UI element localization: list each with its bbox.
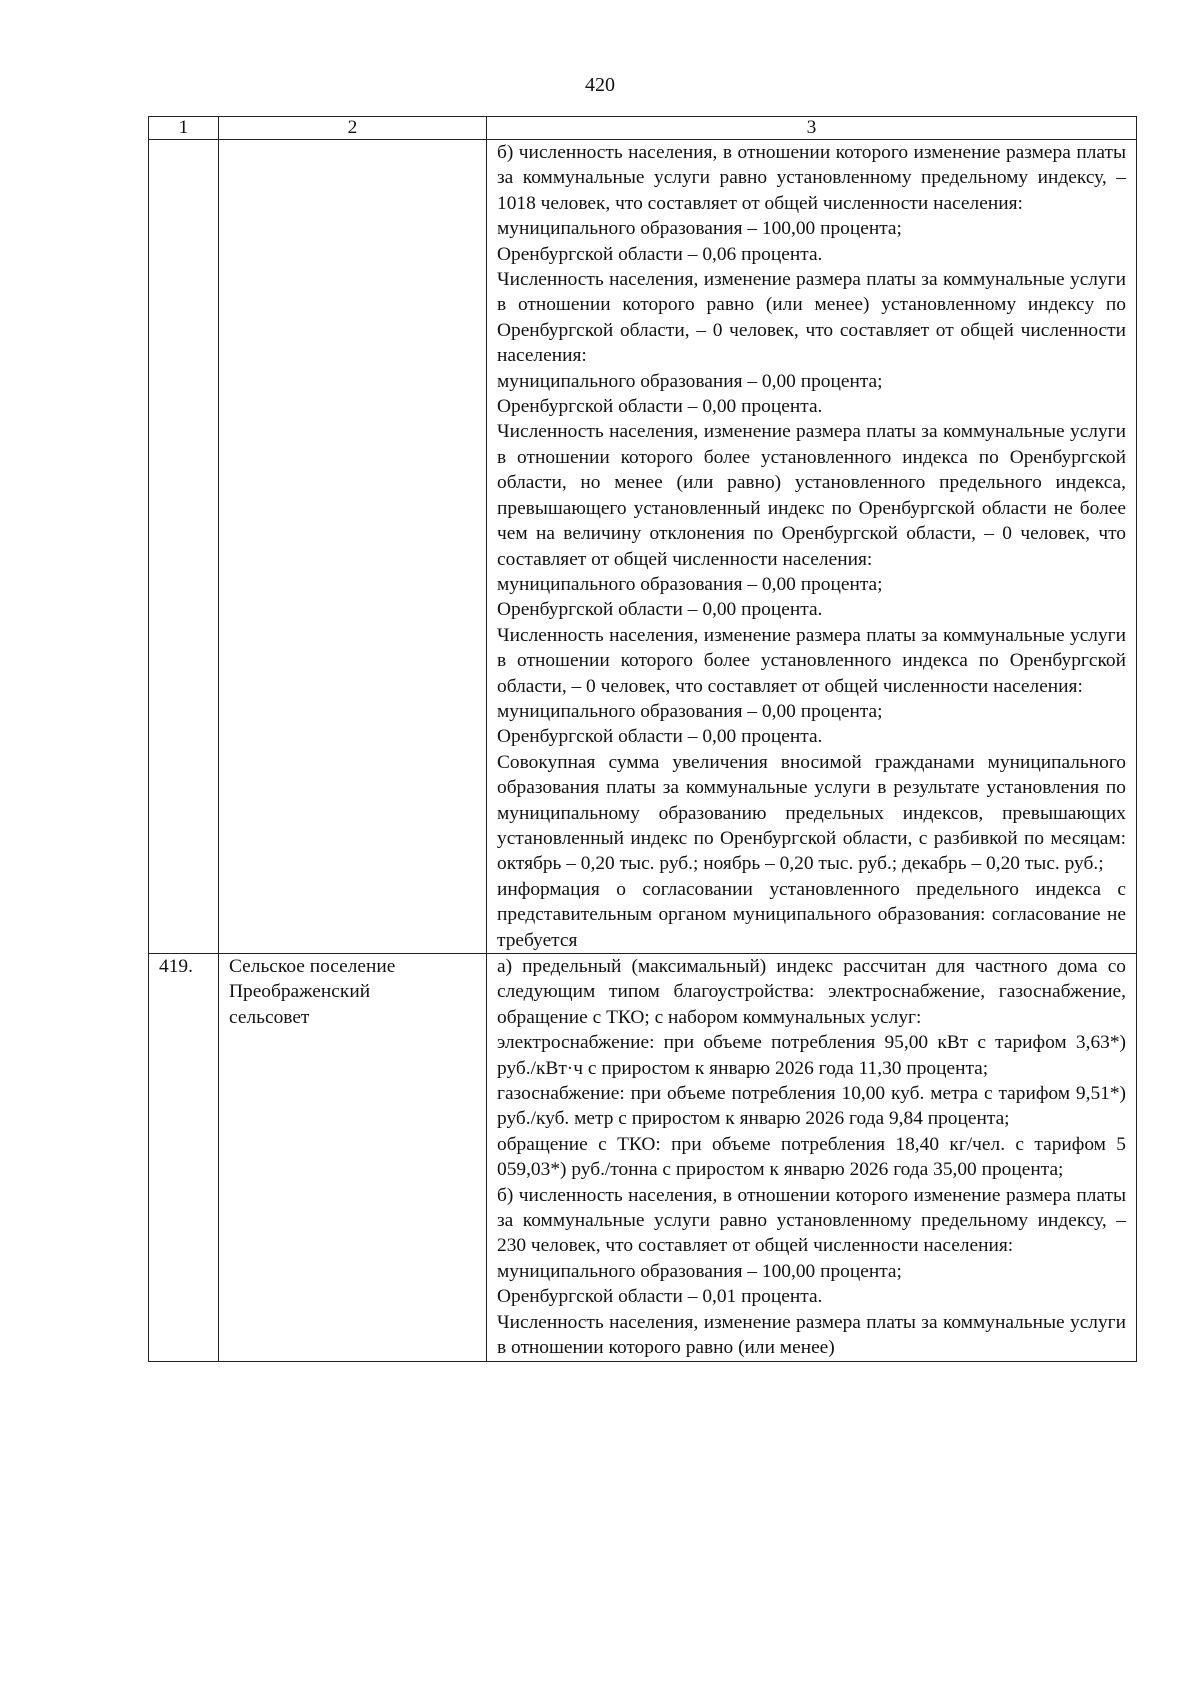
info-cell	[487, 954, 1137, 1362]
paragraph: муниципального образования – 0,00 процента;	[497, 573, 883, 595]
table-row-419	[149, 954, 1137, 1362]
header-col-1: 1	[149, 117, 219, 140]
header-col-2: 2	[219, 117, 487, 140]
paragraph: б) численность населения, в отношении которого изменение размера платы за коммунальные услуги равно установленному предельному индексу, – 230 человек, что составляет от общей численности населения:	[497, 1184, 1126, 1257]
page-number: 420	[585, 74, 615, 96]
paragraph: электроснабжение: при объеме потребления 95,00 кВт с тарифом 3,63*) руб./кВт·ч с приростом к январю 2026 года 11,30 процента;	[497, 1032, 1126, 1079]
paragraph: информация о согласовании установленного предельного индекса с представительным органом муниципального образования: согласование не требуется	[497, 878, 1126, 951]
paragraph: Численность населения, изменение размера платы за коммунальные услуги в отношении которого равно (или менее) установленному индексу по Оренбургской области, – 0 человек, что составляет от общей численности населения:	[497, 269, 1126, 367]
paragraph: Оренбургской области – 0,00 процента.	[497, 599, 823, 621]
row-number-cell: 419.	[149, 954, 219, 1362]
paragraph: муниципального образования – 100,00 процента;	[497, 218, 902, 240]
municipality-line: сельсовет	[229, 1006, 310, 1028]
row-number-cell	[149, 140, 219, 954]
paragraph: Оренбургской области – 0,06 процента.	[497, 243, 823, 265]
paragraph: газоснабжение: при объеме потребления 10,00 куб. метра с тарифом 9,51*) руб./куб. метр с приростом к январю 2026 года 9,84 процента;	[497, 1083, 1126, 1130]
paragraph: муниципального образования – 0,00 процента;	[497, 700, 883, 722]
paragraph: обращение с ТКО: при объеме потребления 18,40 кг/чел. с тарифом 5 059,03*) руб./тонна с приростом к январю 2026 года 35,00 процента;	[497, 1133, 1126, 1181]
municipality-cell	[219, 140, 487, 954]
paragraph: а) предельный (максимальный) индекс рассчитан для частного дома со следующим типом благоустройства: электроснабжение, газоснабжение, обращение с ТКО; с набором коммунальных услуг:	[497, 956, 1126, 1028]
header-col-3: 3	[487, 117, 1137, 140]
paragraph: Оренбургской области – 0,00 процента.	[497, 726, 823, 748]
paragraph: муниципального образования – 0,00 процента;	[497, 370, 883, 392]
info-cell	[487, 140, 1137, 954]
table-header-row	[149, 117, 1137, 140]
paragraph: Численность населения, изменение размера платы за коммунальные услуги в отношении которого равно (или менее)	[497, 1311, 1126, 1359]
document-table	[148, 116, 1137, 1362]
paragraph: б) численность населения, в отношении которого изменение размера платы за коммунальные услуги равно установленному предельному индексу, – 1018 человек, что составляет от общей численности населения:	[497, 142, 1126, 214]
paragraph: Численность населения, изменение размера платы за коммунальные услуги в отношении которого более установленного индекса по Оренбургской области, но менее (или равно) установленного предельного индекса, превышающего установленный индекс по Оренбургской области не более чем на величину отклонения по Оренбургской области, – 0 человек, что составляет от общей численности населения:	[497, 421, 1126, 570]
municipality-line: Преображенский	[229, 981, 371, 1003]
paragraph: муниципального образования – 100,00 процента;	[497, 1260, 902, 1282]
paragraph: Оренбургской области – 0,01 процента.	[497, 1286, 823, 1308]
paragraph: Оренбургской области – 0,00 процента.	[497, 396, 823, 418]
municipality-line: Сельское поселение	[229, 956, 396, 977]
paragraph: Совокупная сумма увеличения вносимой гражданами муниципального образования платы за коммунальные услуги в результате установления по муниципальному образованию предельных индексов, превышающих установленный индекс по Оренбургской области, с разбивкой по месяцам: октябрь – 0,20 тыс. руб.; ноябрь – 0,20 тыс. руб.; декабрь – 0,20 тыс. руб.;	[497, 751, 1126, 875]
municipality-cell	[219, 954, 487, 1362]
paragraph: Численность населения, изменение размера платы за коммунальные услуги в отношении которого более установленного индекса по Оренбургской области, – 0 человек, что составляет от общей численности населения:	[497, 624, 1126, 697]
table-row-continued	[149, 140, 1137, 954]
